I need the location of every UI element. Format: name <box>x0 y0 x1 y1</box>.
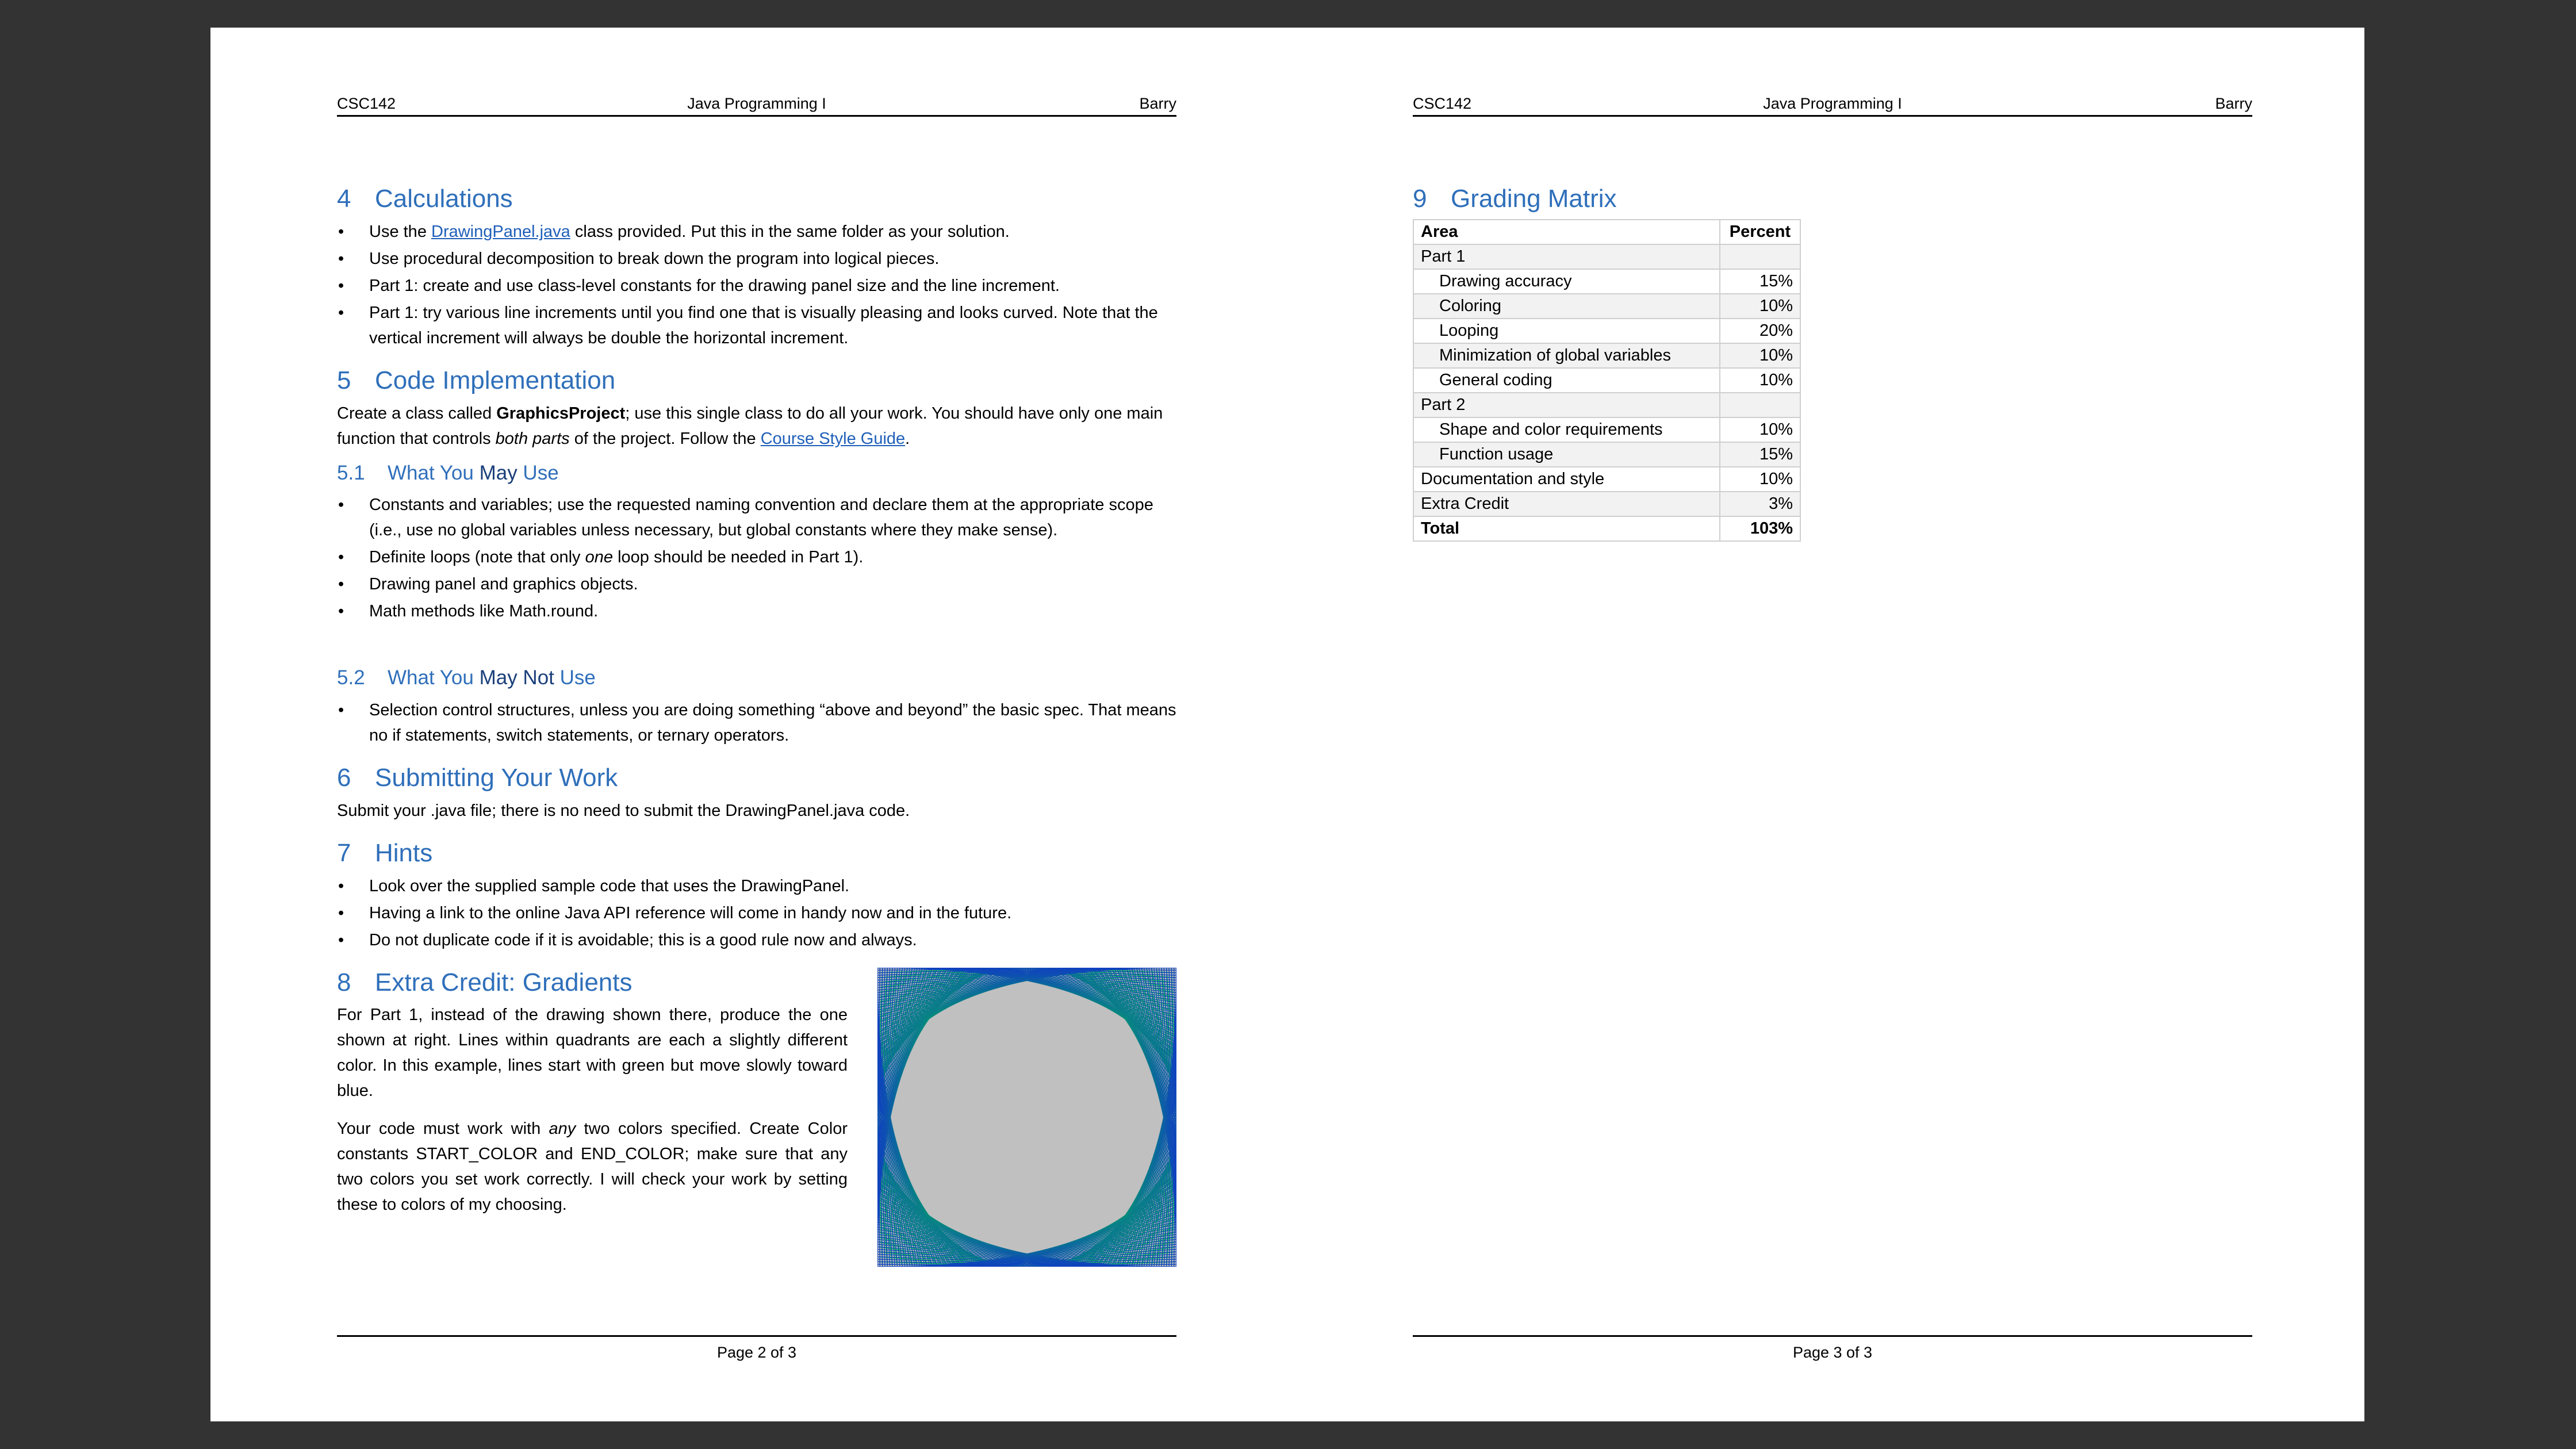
page-footer <box>337 1335 1176 1362</box>
section-4-heading: 4 Calculations <box>337 185 513 213</box>
list-item: • Do not duplicate code if it is avoidable; this is a good rule now and always. <box>337 927 1176 953</box>
cell-area: Looping <box>1413 319 1720 343</box>
section-8-paragraph-2: Your code must work with any two colors specified. Create Color constants START_COLOR and END_COLOR; make sure that any two colors you set work correctly. I will check your work by setting these to colors of my choosing. <box>337 1120 848 1214</box>
table-row <box>1413 393 1800 417</box>
section-7-heading: 7 Hints <box>337 838 433 867</box>
header-course: CSC142 <box>1413 95 1472 112</box>
header-author: Barry <box>1139 95 1176 112</box>
cell-area: Shape and color requirements <box>1413 417 1720 442</box>
document-sheet <box>210 28 2364 1421</box>
list-item: • Drawing panel and graphics objects. <box>337 572 1176 597</box>
list-item: • Constants and variables; use the requested naming convention and declare them at the appropriate scope (i.e., use no global variables unless necessary, but global constants where they make sense). <box>337 492 1176 543</box>
list-item: • Use procedural decomposition to break down the program into logical pieces. <box>337 246 1176 271</box>
cell-area: Extra Credit <box>1413 492 1720 516</box>
list-item: • Math methods like Math.round. <box>337 599 1176 624</box>
header-course: CSC142 <box>337 95 396 112</box>
cell-percent: 10% <box>1720 343 1800 368</box>
cell-area: Coloring <box>1413 294 1720 319</box>
cell-percent <box>1720 244 1800 269</box>
page-body <box>1413 184 2252 542</box>
page-footer <box>1413 1335 2252 1362</box>
cell-percent: 3% <box>1720 492 1800 516</box>
list-item: • Use the DrawingPanel.java class provided. Put this in the same folder as your solution. <box>337 219 1176 244</box>
cell-percent: 10% <box>1720 467 1800 492</box>
section-5-2-heading: 5.2 What You May Not Use <box>337 666 596 689</box>
page-number: Page 2 of 3 <box>716 1344 797 1361</box>
page-header <box>1413 92 2252 117</box>
cell-percent: 10% <box>1720 294 1800 319</box>
cell-area: General coding <box>1413 368 1720 393</box>
cell-area: Part 1 <box>1413 244 1720 269</box>
list-item: • Definite loops (note that only one loop should be needed in Part 1). <box>337 545 1176 570</box>
cell-percent: 103% <box>1720 516 1800 541</box>
table-row <box>1413 368 1800 393</box>
cell-percent <box>1720 393 1800 417</box>
gradient-example-image <box>877 968 1176 1267</box>
cell-percent: 10% <box>1720 368 1800 393</box>
cell-area: Part 2 <box>1413 393 1720 417</box>
table-row <box>1413 417 1800 442</box>
list-item: • Look over the supplied sample code that uses the DrawingPanel. <box>337 873 1176 899</box>
section-6-heading: 6 Submitting Your Work <box>337 764 618 792</box>
table-row <box>1413 244 1800 269</box>
table-row <box>1413 516 1800 541</box>
cell-percent: 15% <box>1720 269 1800 294</box>
table-row <box>1413 269 1800 294</box>
gradient-drawing <box>877 968 1176 1267</box>
table-row <box>1413 294 1800 319</box>
page-number: Page 3 of 3 <box>1792 1344 1873 1361</box>
header-author: Barry <box>2215 95 2252 112</box>
page-3 <box>1413 28 2252 1421</box>
section-4-list <box>337 219 1176 351</box>
grading-matrix-table <box>1413 219 1801 542</box>
column-header-area: Area <box>1413 220 1720 244</box>
cell-percent: 15% <box>1720 442 1800 467</box>
drawingpanel-link[interactable]: DrawingPanel.java <box>431 222 570 241</box>
cell-area: Drawing accuracy <box>1413 269 1720 294</box>
section-8-heading: 8 Extra Credit: Gradients <box>337 968 632 996</box>
section-8-paragraph-1: For Part 1, instead of the drawing shown there, produce the one shown at right. Lines within quadrants are each a slightly different color. In this example, lines start with green but move slowly toward blue. <box>337 1006 848 1101</box>
page-2 <box>337 28 1176 1421</box>
list-item: • Selection control structures, unless you are doing something “above and beyond” the basic spec. That means no if statements, switch statements, or ternary operators. <box>337 697 1176 748</box>
column-header-percent: Percent <box>1720 220 1800 244</box>
table-row <box>1413 343 1800 368</box>
list-item: • Part 1: try various line increments until you find one that is visually pleasing and looks curved. Note that the vertical increment will always be double the horizontal increment. <box>337 300 1176 351</box>
section-5-paragraph: Create a class called GraphicsProject; use this single class to do all your work. You should have only one main function that controls both parts of the project. Follow the Course Style Guide. <box>337 404 1163 448</box>
list-item: • Having a link to the online Java API reference will come in handy now and in the future. <box>337 900 1176 926</box>
list-item: • Part 1: create and use class-level constants for the drawing panel size and the line increment. <box>337 273 1176 298</box>
cell-percent: 10% <box>1720 417 1800 442</box>
section-9-heading: 9 Grading Matrix <box>1413 185 1617 213</box>
header-title: Java Programming I <box>1763 95 1902 112</box>
header-title: Java Programming I <box>687 95 826 112</box>
section-5-1-list <box>337 492 1176 624</box>
section-5-2-list <box>337 697 1176 748</box>
cell-area: Documentation and style <box>1413 467 1720 492</box>
page-header <box>337 92 1176 117</box>
table-row <box>1413 467 1800 492</box>
extra-credit-block <box>337 968 1176 1218</box>
section-5-heading: 5 Code Implementation <box>337 366 616 394</box>
table-header-row <box>1413 220 1800 244</box>
section-5-1-heading: 5.1 What You May Use <box>337 461 559 484</box>
page-body <box>337 184 1176 1226</box>
cell-area: Function usage <box>1413 442 1720 467</box>
table-row <box>1413 492 1800 516</box>
section-7-list <box>337 873 1176 953</box>
cell-area: Minimization of global variables <box>1413 343 1720 368</box>
style-guide-link[interactable]: Course Style Guide <box>760 429 906 448</box>
table-row <box>1413 442 1800 467</box>
section-6-paragraph: Submit your .java file; there is no need to submit the DrawingPanel.java code. <box>337 801 910 820</box>
table-row <box>1413 319 1800 343</box>
cell-area: Total <box>1413 516 1720 541</box>
cell-percent: 20% <box>1720 319 1800 343</box>
